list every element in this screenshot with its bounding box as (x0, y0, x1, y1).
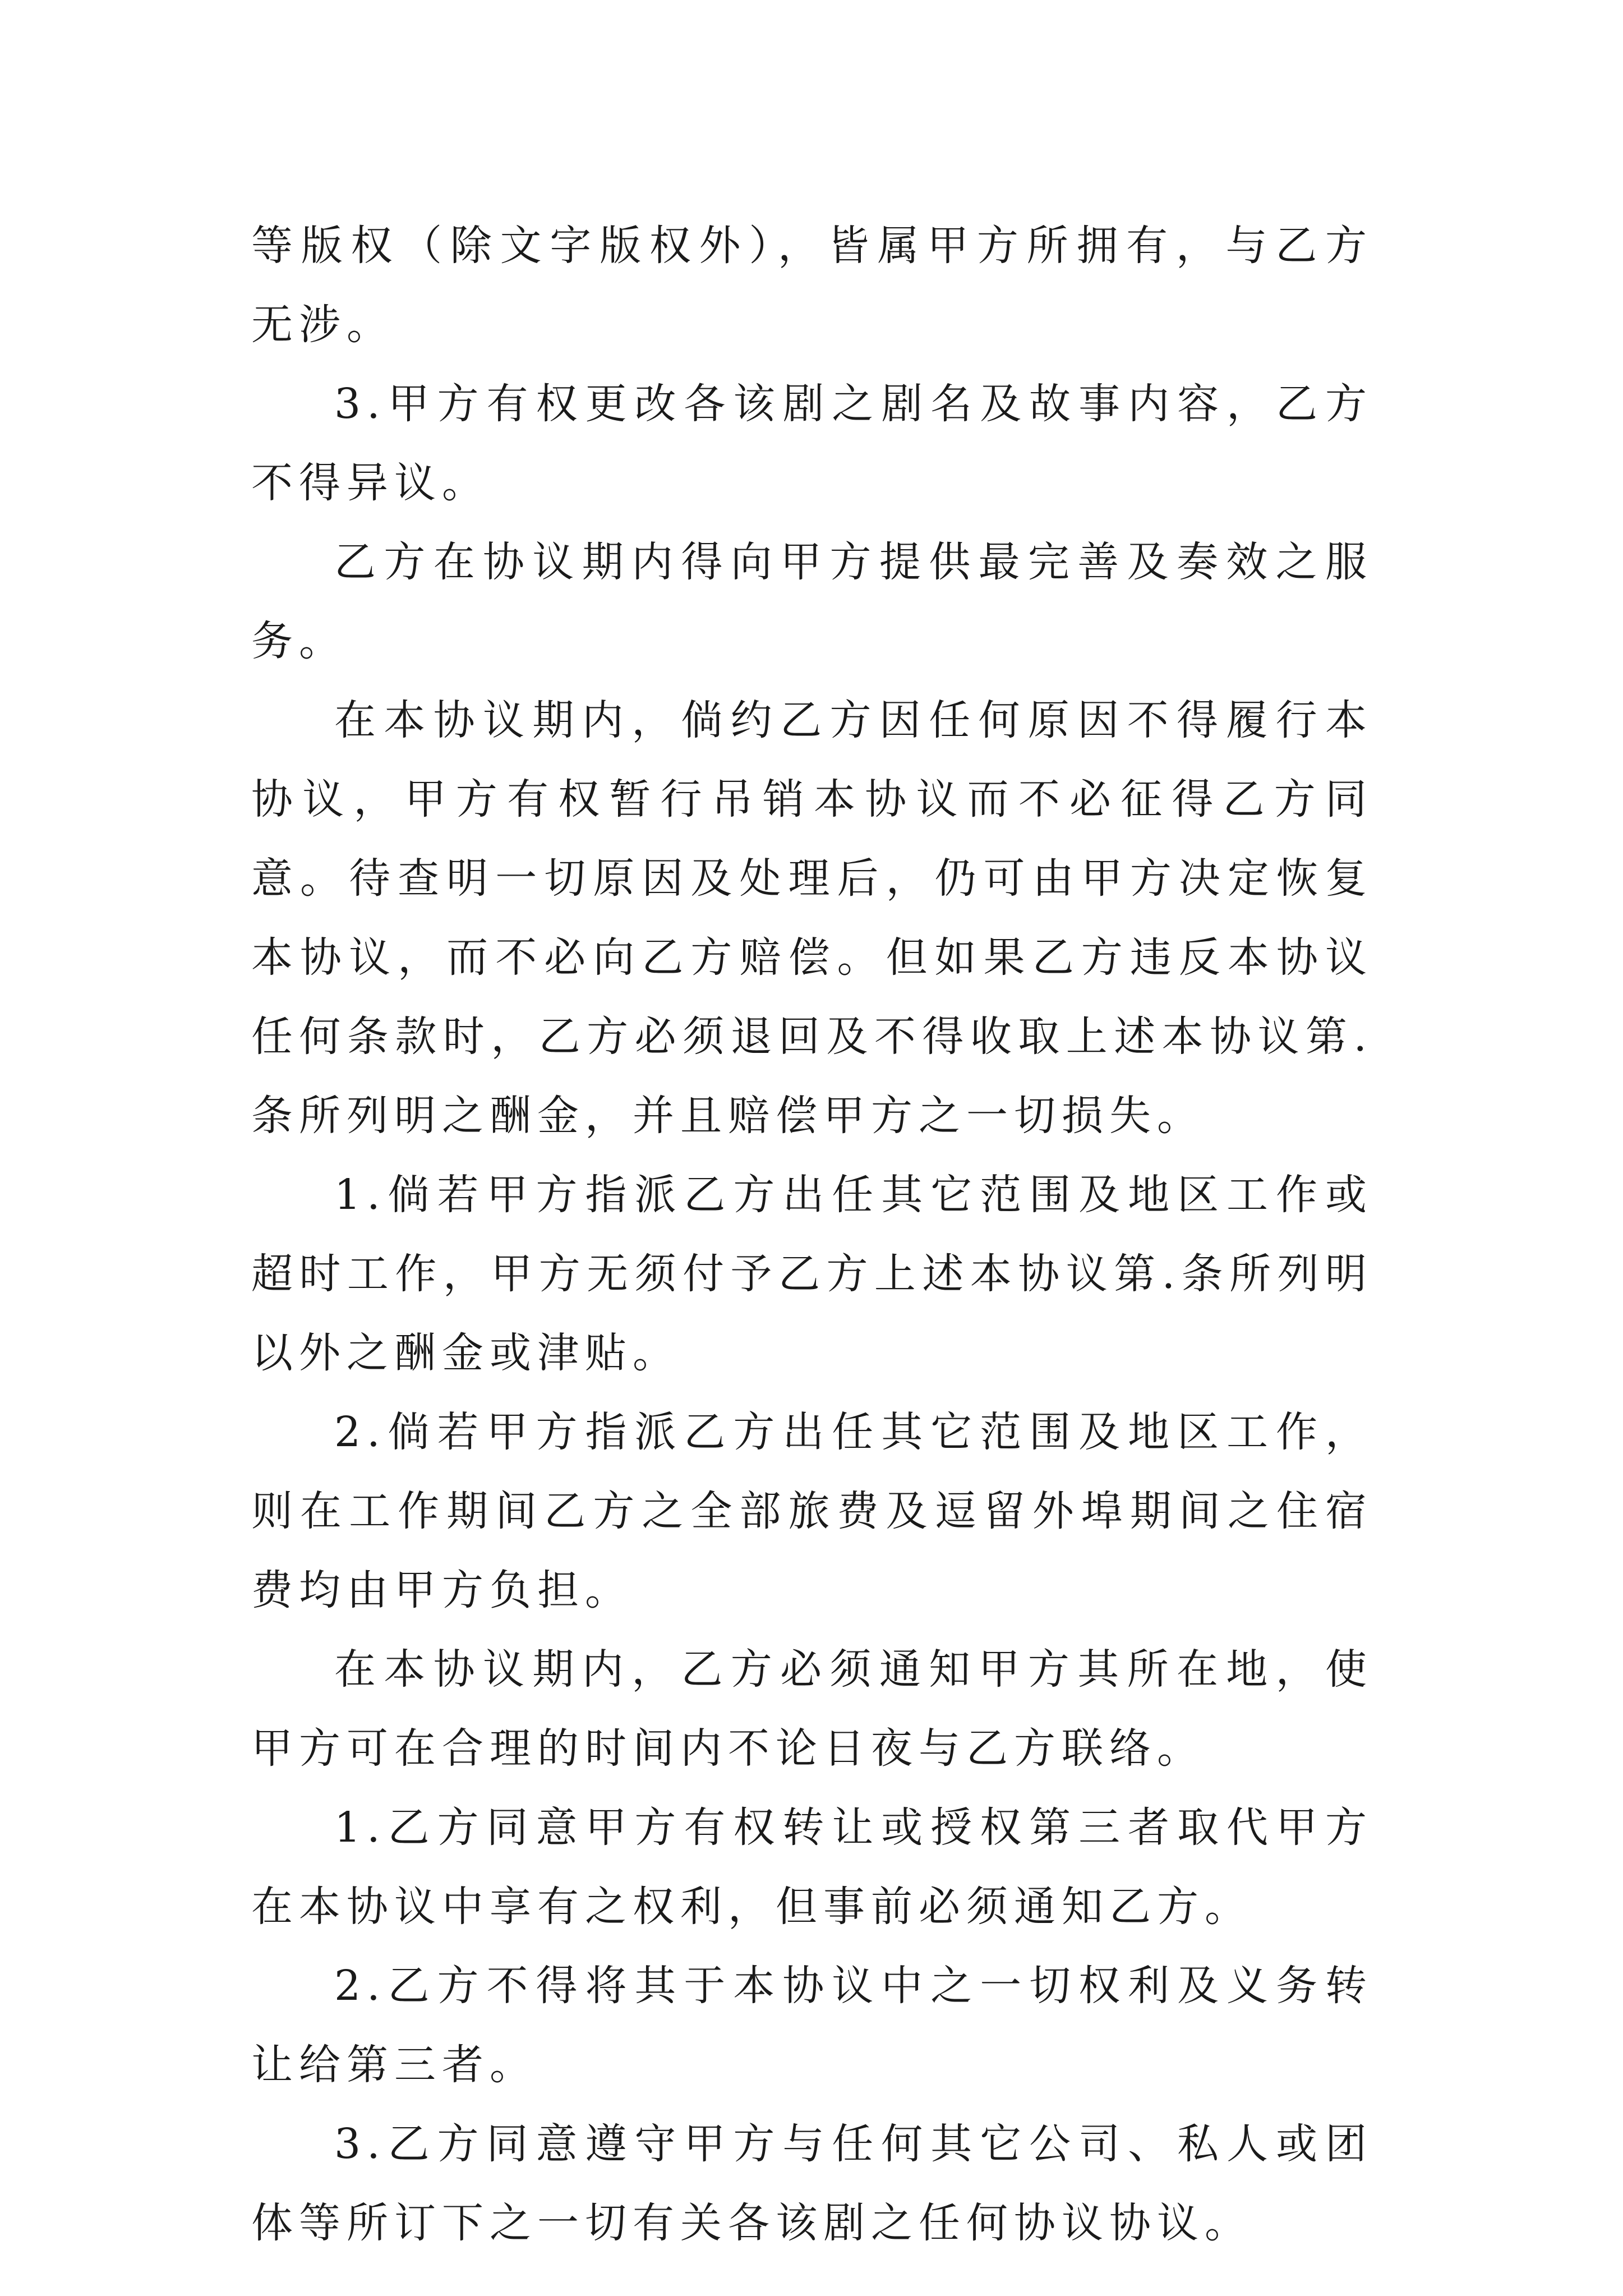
paragraph-service: 乙方在协议期内得向甲方提供最完善及奏效之服务。 (251, 538, 1373, 665)
paragraph-clause-3-compliance: 3.乙方同意遵守甲方与任何其它公司、私人或团体等所订下之一切有关各该剧之任何协议协议。 (251, 2120, 1373, 2247)
paragraph-copyright: 等版权（除文字版权外），皆属甲方所拥有，与乙方无涉。 (251, 222, 1373, 349)
paragraph-clause-2-travel: 2.倘若甲方指派乙方出任其它范围及地区工作，则在工作期间乙方之全部旅费及逗留外埠期间之住宿费均由甲方负担。 (251, 1408, 1373, 1614)
document-body (251, 206, 1373, 2263)
paragraph-contact: 在本协议期内，乙方必须通知甲方其所在地，使甲方可在合理的时间内不论日夜与乙方联络。 (251, 1645, 1373, 1773)
paragraph-suspension: 在本协议期内，倘约乙方因任何原因不得履行本协议，甲方有权暂行吊销本协议而不必征得乙方同意。待查明一切原因及处理后，仍可由甲方决定恢复本协议，而不必向乙方赔偿。但如果乙方违反本协议任何条款时，乙方必须退回及不得收取上述本协议第.条所列明之酬金，并且赔偿甲方之一切损失。 (251, 696, 1373, 1140)
paragraph-clause-1-assignment: 1.倘若甲方指派乙方出任其它范围及地区工作或超时工作，甲方无须付予乙方上述本协议第.条所列明以外之酬金或津贴。 (251, 1171, 1373, 1377)
paragraph-clause-2-no-transfer: 2.乙方不得将其于本协议中之一切权利及义务转让给第三者。 (251, 1962, 1373, 2089)
paragraph-clause-1-transfer: 1.乙方同意甲方有权转让或授权第三者取代甲方在本协议中享有之权利，但事前必须通知乙方。 (251, 1803, 1373, 1931)
paragraph-clause-3-rename: 3.甲方有权更改各该剧之剧名及故事内容，乙方不得异议。 (251, 380, 1373, 507)
